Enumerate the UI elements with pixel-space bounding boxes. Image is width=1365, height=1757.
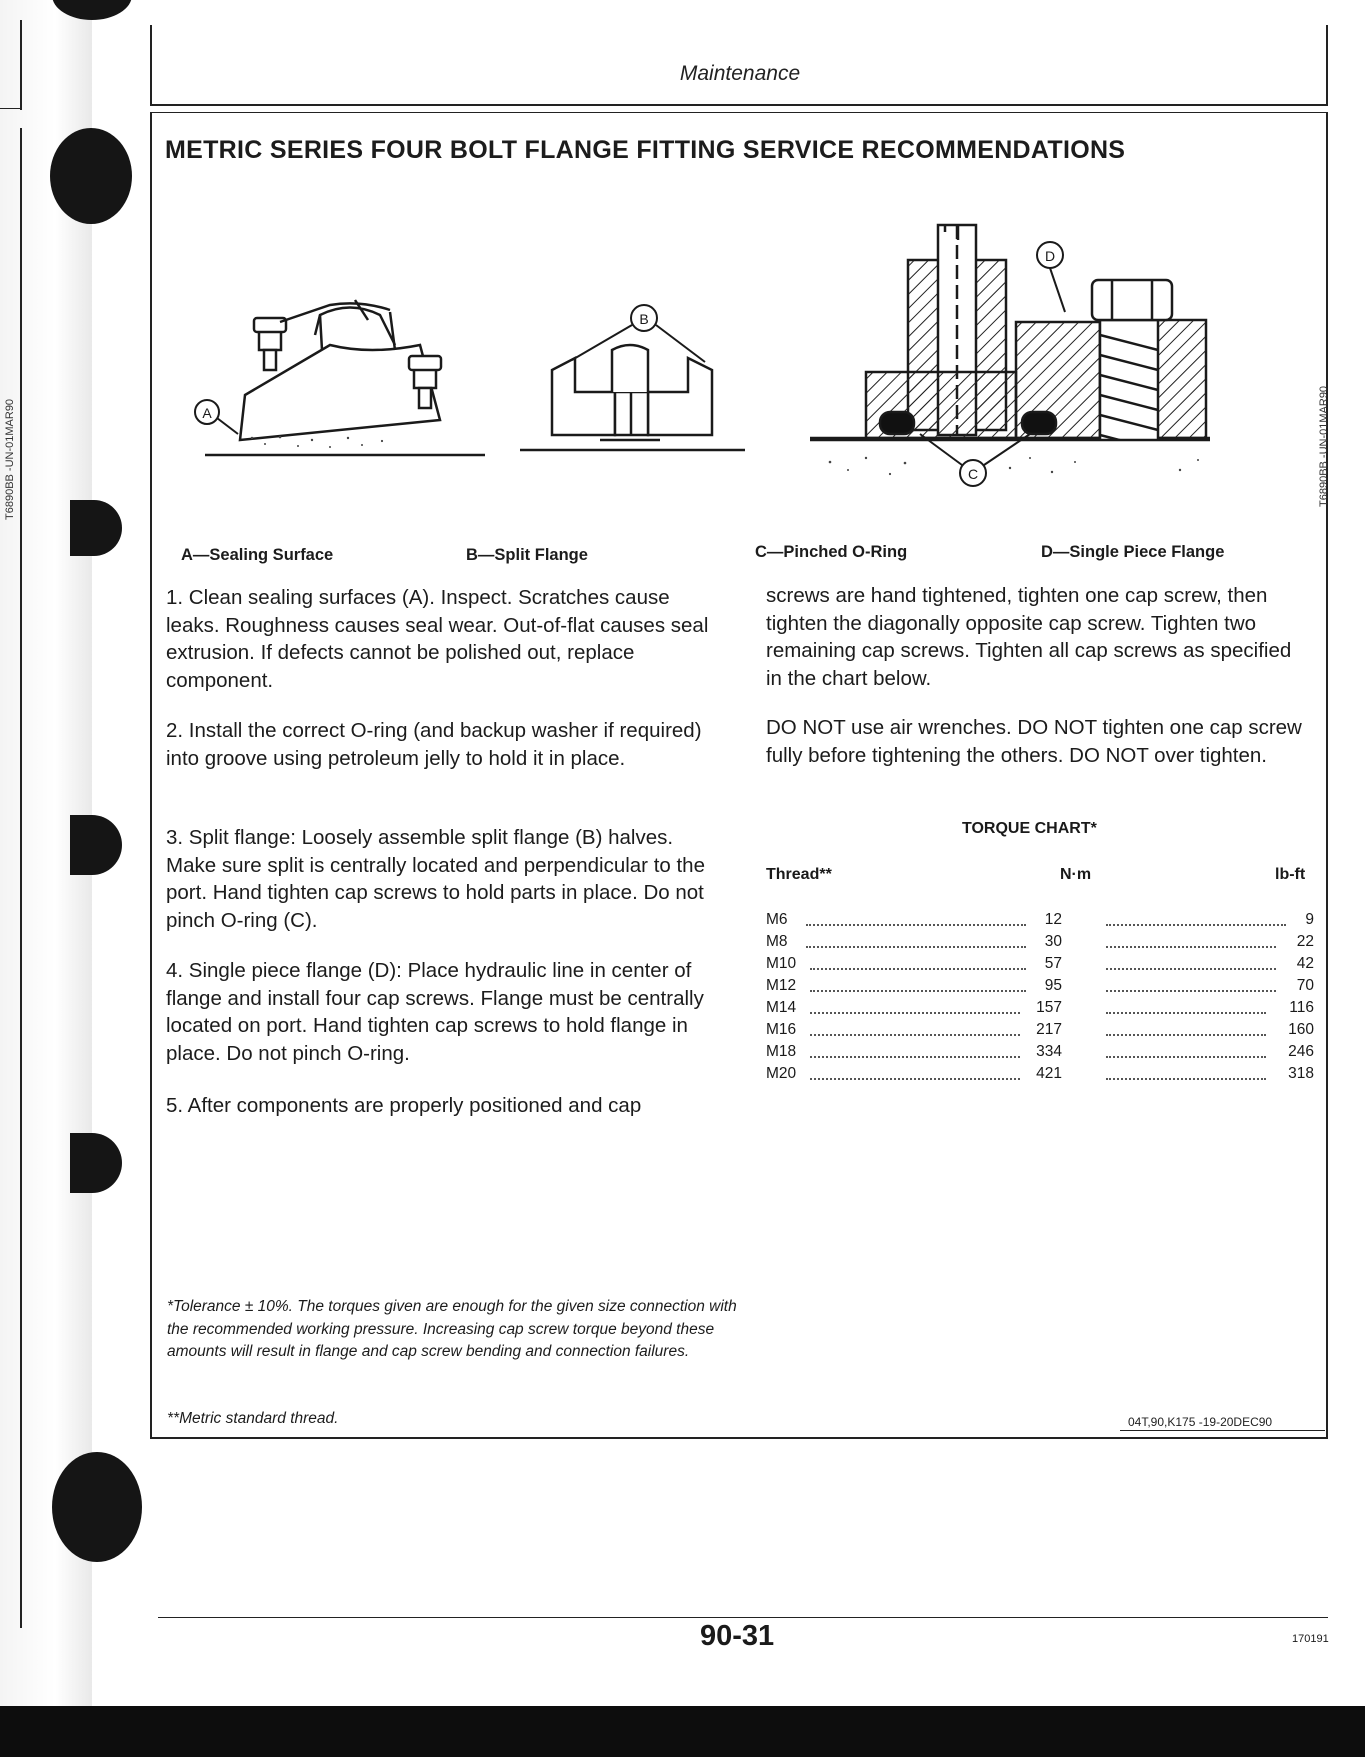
- thread-cell: M14: [766, 999, 797, 1016]
- leader-dots: [810, 1012, 1020, 1014]
- caption-d: D—Single Piece Flange: [1041, 543, 1225, 561]
- caption-a: A—Sealing Surface: [181, 546, 334, 564]
- figure-sealing-surface: [205, 300, 485, 455]
- table-row: [766, 1043, 1314, 1065]
- table-row: [766, 933, 1314, 955]
- lbft-cell: 318: [1288, 1065, 1314, 1082]
- page-number: 90-31: [700, 1620, 775, 1652]
- caption-c: C—Pinched O-Ring: [755, 543, 908, 561]
- footnote-rule: [1120, 1430, 1325, 1431]
- table-row: [766, 955, 1314, 977]
- thread-cell: M18: [766, 1043, 797, 1060]
- thread-cell: M6: [766, 911, 788, 928]
- side-code-left: T6890BB -UN-01MAR90: [4, 398, 16, 520]
- leader-dots: [806, 946, 1026, 948]
- lbft-cell: 70: [1296, 977, 1314, 994]
- reference-code: 04T,90,K175 -19-20DEC90: [1128, 1415, 1273, 1429]
- leader-dots: [1106, 968, 1276, 970]
- step-3: 3. Split flange: Loosely assemble split flange (B) halves. Make sure split is centrally located and perpendicular to the port. Hand tighten cap screws to hold parts in place. Do not pinch O-ring (C).: [166, 826, 705, 932]
- torque-table: [766, 911, 1314, 1087]
- nm-cell: 217: [1036, 1021, 1062, 1038]
- leader-dots: [810, 1034, 1020, 1036]
- step-2: 2. Install the correct O-ring (and backup washer if required) into groove using petroleum jelly to hold it in place.: [166, 719, 702, 770]
- section-header: Maintenance: [679, 62, 801, 85]
- leader-dots: [810, 1078, 1020, 1080]
- nm-cell: 12: [1044, 911, 1062, 928]
- table-row: [766, 999, 1314, 1021]
- thread-cell: M10: [766, 955, 797, 972]
- nm-cell: 95: [1044, 977, 1062, 994]
- leader-dots: [1106, 946, 1276, 948]
- footer-rule: [158, 1617, 1328, 1618]
- lbft-cell: 42: [1296, 955, 1314, 972]
- lbft-cell: 160: [1288, 1021, 1314, 1038]
- warning-text: DO NOT use air wrenches. DO NOT tighten one cap screw fully before tightening the others. DO NOT over tighten.: [766, 716, 1302, 767]
- binder-hole: [52, 1452, 142, 1562]
- table-row: [766, 1065, 1314, 1087]
- flange-illustration: [0, 0, 1365, 520]
- scan-edge: [0, 1706, 1365, 1757]
- table-row: [766, 911, 1314, 933]
- nm-cell: 57: [1044, 955, 1062, 972]
- leader-dots: [1106, 1056, 1266, 1058]
- step-4: 4. Single piece flange (D): Place hydraulic line in center of flange and install four cap screws. Flange must be centrally located on port. Hand tighten cap screws to hold flange in place. Do not pinch O-ring.: [166, 959, 704, 1065]
- header-lbft: lb-ft: [1275, 866, 1306, 883]
- caption-b: B—Split Flange: [466, 546, 588, 564]
- binder-hole: [70, 1133, 122, 1193]
- thread-cell: M8: [766, 933, 788, 950]
- footnote-tolerance: *Tolerance ± 10%. The torques given are enough for the given size connection with the recommended working pressure. Increasing cap screw torque beyond these amounts will result in flange and cap screw bending and connection failures.: [167, 1298, 737, 1360]
- figure-split-flange: [520, 345, 745, 450]
- print-date-code: 170191: [1292, 1633, 1329, 1645]
- leader-dots: [1106, 1012, 1266, 1014]
- table-row: [766, 1021, 1314, 1043]
- leader-dots: [1106, 990, 1276, 992]
- callout-a: A: [202, 405, 212, 421]
- callout-b: B: [639, 311, 649, 327]
- header-thread: Thread**: [766, 866, 832, 883]
- nm-cell: 157: [1036, 999, 1062, 1016]
- header-nm: N·m: [1060, 866, 1092, 883]
- footnote-metric: **Metric standard thread.: [167, 1410, 339, 1427]
- nm-cell: 421: [1036, 1065, 1062, 1082]
- binder-hole: [70, 815, 122, 875]
- leader-dots: [1106, 1034, 1266, 1036]
- torque-chart-title: TORQUE CHART*: [962, 820, 1097, 837]
- table-row: [766, 977, 1314, 999]
- leader-dots: [806, 924, 1026, 926]
- leader-dots: [810, 990, 1026, 992]
- step-1: 1. Clean sealing surfaces (A). Inspect. Scratches cause leaks. Roughness causes seal wear. Out-of-flat causes seal extrusion. If defects cannot be polished out, replace component.: [166, 586, 709, 692]
- lbft-cell: 116: [1289, 999, 1314, 1016]
- leader-dots: [810, 968, 1026, 970]
- page-title: METRIC SERIES FOUR BOLT FLANGE FITTING SERVICE RECOMMENDATIONS: [165, 136, 1126, 164]
- step-5: 5. After components are properly positioned and cap: [166, 1094, 642, 1117]
- thread-cell: M20: [766, 1065, 797, 1082]
- nm-cell: 334: [1036, 1043, 1062, 1060]
- leader-dots: [1106, 924, 1286, 926]
- lbft-cell: 9: [1305, 911, 1314, 928]
- thread-cell: M16: [766, 1021, 797, 1038]
- callout-d: D: [1044, 248, 1056, 264]
- thread-cell: M12: [766, 977, 797, 994]
- lbft-cell: 22: [1296, 933, 1314, 950]
- leader-dots: [810, 1056, 1020, 1058]
- box-bottom: [150, 1437, 1328, 1439]
- nm-cell: 30: [1044, 933, 1062, 950]
- lbft-cell: 246: [1288, 1043, 1314, 1060]
- leader-dots: [1106, 1078, 1266, 1080]
- step-5-continued: screws are hand tightened, tighten one cap screw, then tighten the diagonally opposite cap screw. Tighten two remaining cap screws. Tighten all cap screws as specified in the chart below.: [766, 584, 1292, 690]
- side-code-right: T6890BB -UN-01MAR90: [1318, 385, 1330, 507]
- callout-c: C: [967, 466, 979, 482]
